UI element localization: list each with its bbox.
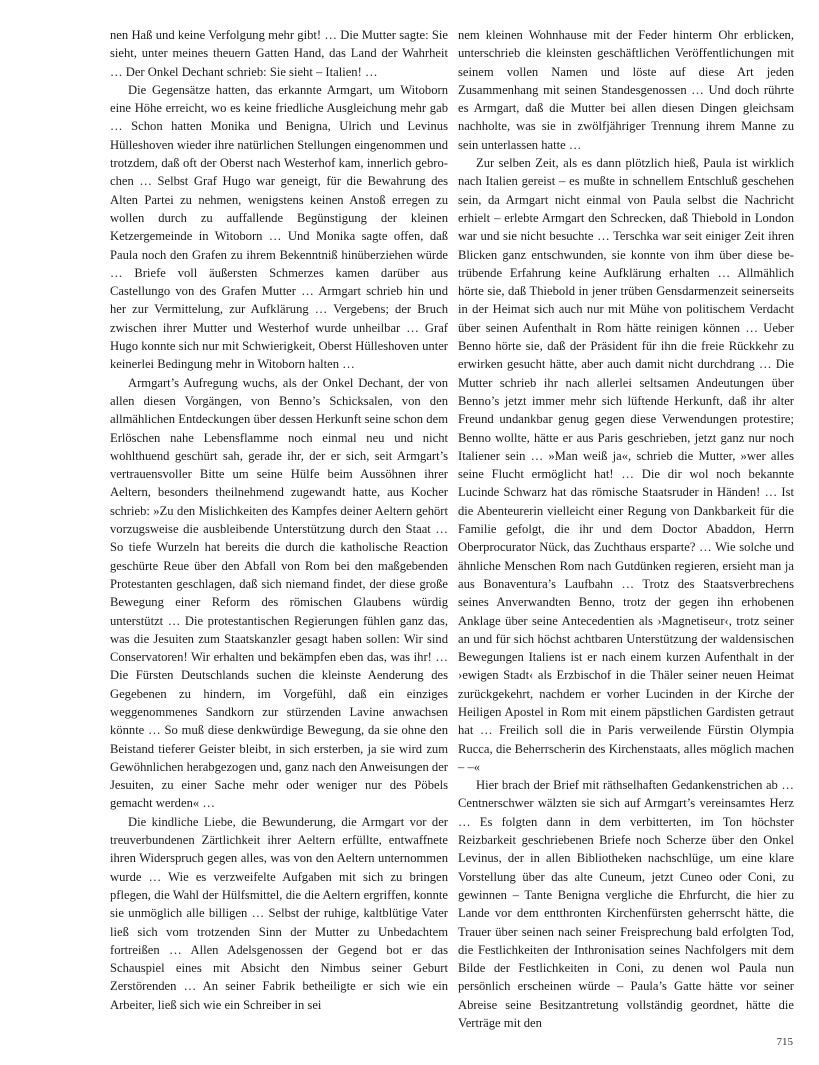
paragraph: nen Haß und keine Verfolgung mehr gibt! … Die Mutter sagte: Sie sieht, unter meines theuern Gatten Hand, das Land der Wahrheit … Der Onkel Dechant schrieb: Sie sieht – Italien! …: [110, 28, 448, 79]
paragraph: Zur selben Zeit, als es dann plötzlich hieß, Paula ist wirklich nach Italien gereist – es mußte in schnellem Entschluß geschehen sein, da Armgart nicht einmal von Paula selbst die Nachricht erhielt – erlebte Armgart den Schrecken, daß Thiebold in London war und sie nicht besuchte … Terschka war seit einiger Zeit ihren Blicken ganz entschwunden, sie konnte von ihm über diese betrübende Erfahrung keine Aufklärung erhalten … Allmählich hörte sie, daß Thiebold in jener trüben Gensdarmenzeit seinerseits in der Heimat sich auch nur mit Mühe von politischem Verdacht über seinen Aufenthalt in Rom hätte reinigen können … Ueber Benno hörte sie, daß der Präsident für ihn die freie Rückkehr zu erwirken gesucht hätte, aber auch damit nicht durchdrang … Die Mutter schrieb ihr nach allerlei seltsamen Andeutungen über Benno’s jetzt immer mehr sich lüftende Herkunft, daß ihr alter Freund undankbar genug gegen diese Verwendungen protestire; Benno wollte, hätte er aus Paris geschrieben, jetzt ganz nur noch Italiener sein … »Man weiß ja«, schrieb die Mutter, »wer alles seine Flucht ermöglicht hat! … Die dir wol noch bekannte Lucinde Schwarz hat das römische Staatsruder in Händen! … Ist die Abenteurerin vielleicht einer Regung von Dankbarkeit für die Familie gefolgt, die ihr und dem Doctor Abaddon, Herrn Oberprocurator Nück, das Zuchthaus ersparte? … Wie solche und ähnliche Menschen Rom nach Gutdünken regieren, ersieht man ja aus Bonaventura’s Laufbahn … Trotz des Staatsverbrechens seines Anverwandten Benno, trotz der gegen ihn erhobenen Anklage über seine Antecedentien als ›Magnetiseur‹, trotz seiner an und für sich höchst achtbaren Unterstützung der waldensischen Bewegungen Italiens ist er nach einem kurzen Aufenthalt in der ›ewigen Stadt‹ als Erzbischof in die Thäler seiner neuen Heimat zurückgekehrt, nachdem er vorher Lucinden in der Kirche der Heiligen Apostel in Rom mit einem päpstlichen Gardisten getraut hat … Freilich soll die in Paris verweilende Fürstin Olympia Rucca, die Beherrscherin des Kirchenstaats, alles möglich machen – –«: [458, 156, 794, 774]
paragraph: Die Gegensätze hatten, das erkannte Armgart, um Witoborn eine Höhe erreicht, wo es keine friedliche Ausgleichung mehr gab … Schon hatten Monika und Benigna, Ulrich und Levinus Hülleshoven wieder ihre natürlichen Stellungen eingenommen und trotzdem, daß oft der Oberst nach Westerhof kam, innerlich gebrochen … Selbst Graf Hugo war geneigt, für die Bewahrung des Alten Partei zu nehmen, wenigstens keinen Anstoß erregen zu wollen durch zu auffallende Begünstigung der kleinen Ketzergemeinde in Witoborn … Und Monika sagte offen, daß Paula noch den Grafen zu ihrem Bekenntniß hinüberziehen würde … Briefe voll äußersten Schmerzes kamen darüber aus Castellungo von des Grafen Mutter … Armgart schrieb hin und her zur Vermittelung, zur Aufklärung … Vergebens; der Bruch zwischen ihrer Mutter und Westerhof wurde unheilbar … Graf Hugo konnte sich nur mit Schwierigkeit, Oberst Hülleshoven unter keinerlei Bedingung mehr in Witoborn halten …: [110, 82, 448, 372]
paragraph: nem kleinen Wohnhause mit der Feder hinterm Ohr erblicken, unterschrieb die kleinsten geschäftlichen Veröffentlichungen mit seinem vollen Namen und löste auf diese Art jeden Zusammenhang mit seinen Standesgenossen … Und doch rührte es Armgart, daß die Mutter bei allen diesen Dingen gleichsam nachholte, was sie in zwölfjähriger Trennung ihrem Manne zu sein unterlassen hatte …: [458, 28, 794, 152]
paragraph: Hier brach der Brief mit räthselhaften Gedankenstrichen ab … Centnerschwer wälzten sie sich auf Armgart’s vereinsamtes Herz … Es folgten dann in dem verbitterten, im Ton höchster Reizbarkeit geschriebenen Briefe noch Scherze über den Onkel Levinus, der in allen Bibliotheken nachschlüge, um eine klare Vorstellung über das alte Cuneum, jetzt Cuneo oder Coni, zu gewinnen – Tante Benigna vergliche die Ehrfurcht, die hier zu Lande vor dem entthronten Kirchenfürsten geherrscht hätte, die Trauer über seinen nach seiner Freisprechung bald erfolgten Tod, die Festlichkeiten der Inthronisation seines Nachfolgers mit dem Bilde der Festlichkeiten in Coni, zu denen wol Paula nun persönlich erscheinen würde – Paula’s Gatte hätte vor seiner Abreise seine Besitzantretung vollständig geordnet, hätte die Verträge mit den: [458, 778, 794, 1031]
paragraph: Die kindliche Liebe, die Bewunderung, die Armgart vor der treuverbundenen Zärtlichkeit ihrer Aeltern erfüllte, entwaffnete ihren Widerspruch gegen alles, was von den Aeltern unternommen wurde … Wie es verzweifelte Aufgaben mit sich zu bringen pflegen, die Wahl der Hülfsmittel, die die Aeltern ergriffen, konnte sie unmöglich alle billigen … Selbst der ruhige, kaltblütige Vater ließ sich vom trotzenden Sinn der Mutter zu Unbedachtem fortreißen … Allen Adelsgenossen der Gegend bot er das Schauspiel eines mit Absicht den Nimbus seiner Geburt Zerstörenden … An seiner Fabrik betheiligte er sich wie ein Arbeiter, ließ sich wie ein Schreiber in sei: [110, 814, 448, 1012]
page-number: 715: [776, 1036, 793, 1048]
paragraph: Armgart’s Aufregung wuchs, als der Onkel Dechant, der von allen diesen Vorgängen, von Benno’s Schicksalen, von den allmählichen Entdeckungen über dessen Herkunft seine schon dem Erlöschen nahe Lebensflamme noch einmal neu und nicht wohlthuend geschürt sah, gerade ihr, der er sich, seit Armgart’s vertrauensvoller Bitte um seine Hülfe beim Aussöhnen ihrer Aeltern, besonders theilnehmend zugewandt hatte, aus Kocher schrieb: »Zu den Mislichkeiten des Kampfes deiner Aeltern gehört vorzugsweise die ausbleibende Unterstützung durch den Staat … So tiefe Wurzeln hat bereits die durch die katholische Reaction geschürte Reue über den Abfall von Rom bei den maßgebenden Protestanten geschlagen, daß sich niemand findet, der diese große Bewegung einer Reform des römischen Glaubens würdig unterstützt … Die protestantischen Regierungen fühlen ganz das, was die Jesuiten zum Staatskanzler gesagt haben sollen: Wir sind Conservatoren! Wir erhalten und bekämpfen eben das, was ihr! … Die Fürsten Deutschlands suchen die kleinste Aenderung des Gegebenen zu hindern, im Vorgefühl, daß ein einziges weggenommenes Sandkorn zur stürzenden Lavine anwachsen könnte … So muß diese denkwürdige Bewegung, da sie ohne den Beistand tieferer Geister bleibt, in sich ersterben, ja sie wird zum Gewöhnlichen herabgezogen und, ganz nach den Anweisungen der Jesuiten, zu einer Sache mehr oder weniger nur des Pöbels gemacht werden« …: [110, 375, 448, 811]
right-text-column: [458, 26, 794, 1032]
left-text-column: [110, 26, 448, 1014]
